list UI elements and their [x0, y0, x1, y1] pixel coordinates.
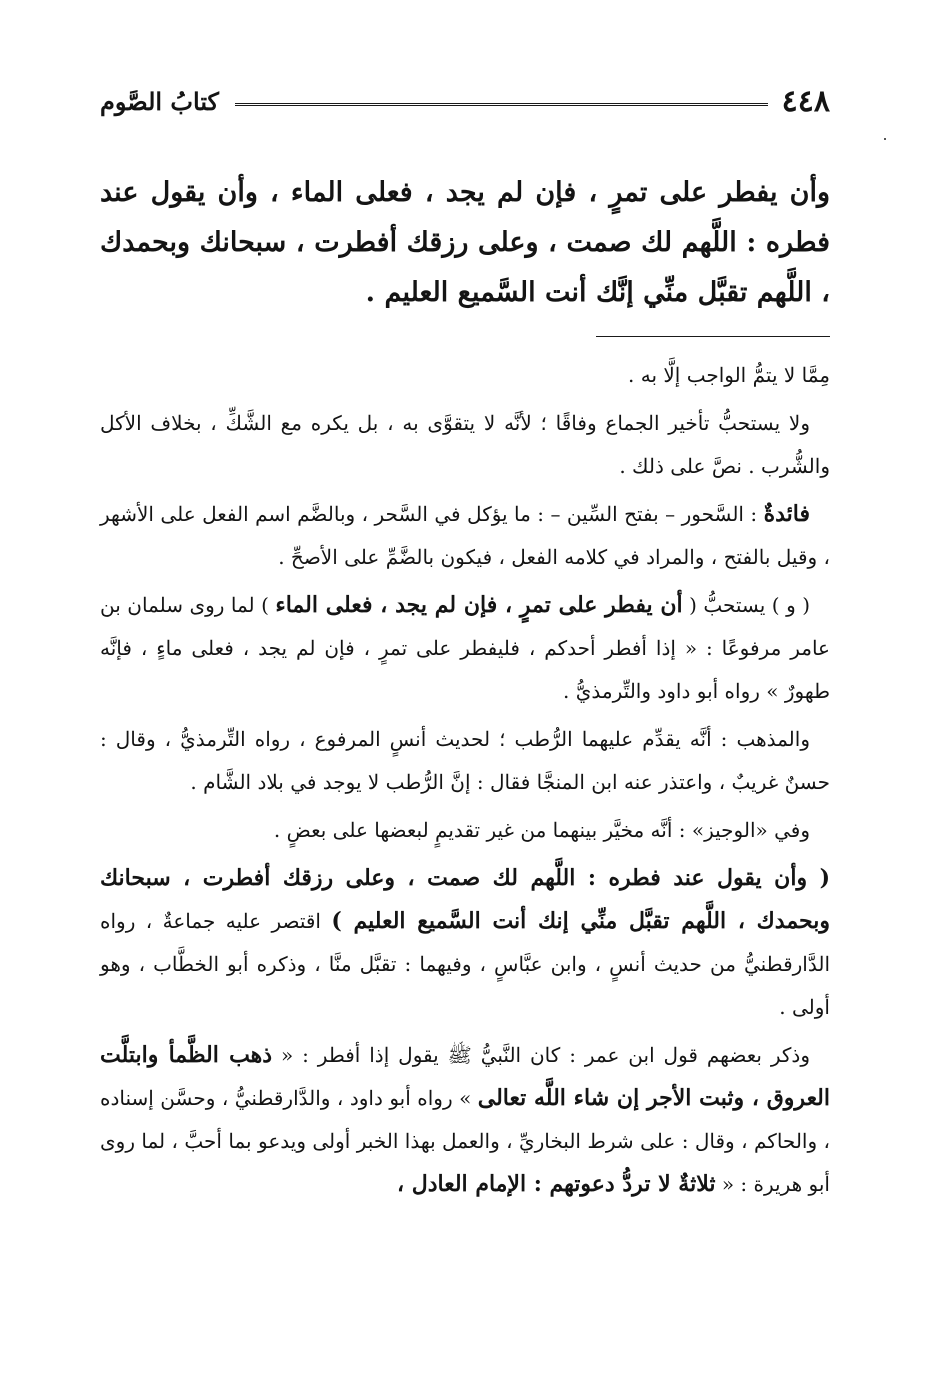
commentary-text: ( و ) يستحبُّ (	[682, 593, 810, 617]
running-title: كتابُ الصَّوم	[100, 87, 219, 116]
matn-quote: أن يفطر على تمرٍ ، فإن لم يجد ، فعلى الماء	[275, 592, 683, 618]
commentary	[100, 354, 830, 1211]
commentary-paragraph	[100, 354, 830, 397]
page-number: ٤٤٨	[781, 84, 830, 119]
commentary-paragraph	[100, 809, 830, 852]
commentary-text: ولا يستحبُّ تأخير الجماع وفاقًا ؛ لأنَّه لا يتقوَّى به ، بل يكره مع الشَّكِّ ، بخلاف الأكل والشُّرب . نصَّ على ذلك .	[100, 411, 830, 478]
benefit-label: فائدةٌ	[763, 501, 810, 527]
commentary-text: وذكر بعضهم قول ابن عمر : كان النَّبيُّ ﷺ يقول إذا أفطر : «	[272, 1043, 810, 1067]
commentary-paragraph	[100, 584, 830, 713]
commentary-text: : السَّحور – بفتح السِّين – : ما يؤكل في السَّحر ، وبالضَّم اسم الفعل على الأشهر ، وقيل بالفتح ، والمراد في كلامه الفعل ، فيكون بالضَّمِّ على الأصحِّ .	[100, 502, 830, 569]
main-text: وأن يفطر على تمرٍ ، فإن لم يجد ، فعلى الماء ، وأن يقول عند فطره : اللَّهم لك صمت ، وعلى رزقك أفطرت ، سبحانك وبحمدك ، اللَّهم تقبَّل منِّي إنَّك أنت السَّميع العليم .	[100, 177, 830, 308]
commentary-text: مِمَّا لا يتمُّ الواجب إلَّا به .	[628, 363, 830, 387]
commentary-text: ) لما روى سلمان بن عامر مرفوعًا : « إذا أفطر أحدكم ، فليفطر على تمرٍ ، فإن لم يجد ، فعلى ماءٍ ، فإنَّه طهورٌ » رواه أبو داود والتِّرمذيُّ .	[100, 593, 830, 703]
page-header	[100, 82, 830, 122]
commentary-paragraph	[100, 718, 830, 804]
footnote-separator	[596, 336, 830, 337]
commentary-paragraph	[100, 493, 830, 579]
commentary-text: وفي «الوجيز» : أنَّه مخيَّر بينهما من غير تقديمٍ لبعضها على بعضٍ .	[273, 818, 810, 842]
commentary-text: » رواه أبو داود ، والدَّارقطنيُّ ، وحسَّن إسناده ، والحاكم ، وقال : على شرط البخاريِّ ، والعمل بهذا الخبر أولى ويدعو بما أحبَّ ، لما روى أبو هريرة : «	[100, 1086, 830, 1196]
hadith-quote: ذهب الظَّمأ وابتلَّت العروق ، وثبت الأجر إن شاء اللَّه تعالى	[100, 1042, 830, 1111]
commentary-paragraph	[100, 1034, 830, 1206]
commentary-paragraph	[100, 857, 830, 1029]
margin-mark	[884, 138, 886, 140]
hadith-quote: ثلاثةٌ لا تردُّ دعوتهم : الإمام العادل ،	[396, 1171, 716, 1197]
matn-quote: ( وأن يقول عند فطره : اللَّهم لك صمت ، وعلى رزقك أفطرت ، سبحانك وبحمدك ، اللَّهم تقبَّل منِّي إنك أنت السَّميع العليم )	[100, 865, 830, 934]
header-rule	[235, 103, 768, 106]
commentary-text: والمذهب : أنَّه يقدِّم عليهما الرُّطب ؛ لحديث أنسٍ المرفوع ، رواه التِّرمذيُّ ، وقال : حسنٌ غريبٌ ، واعتذر عنه ابن المنجَّا فقال : إنَّ الرُّطب لا يوجد في بلاد الشَّام .	[100, 727, 830, 794]
commentary-text: اقتصر عليه جماعةٌ ، رواه الدَّارقطنيُّ من حديث أنسٍ ، وابن عبَّاسٍ ، وفيهما : تقبَّل منَّا ، وذكره أبو الخطَّاب ، وهو أولى .	[100, 909, 831, 1019]
commentary-paragraph	[100, 402, 830, 488]
